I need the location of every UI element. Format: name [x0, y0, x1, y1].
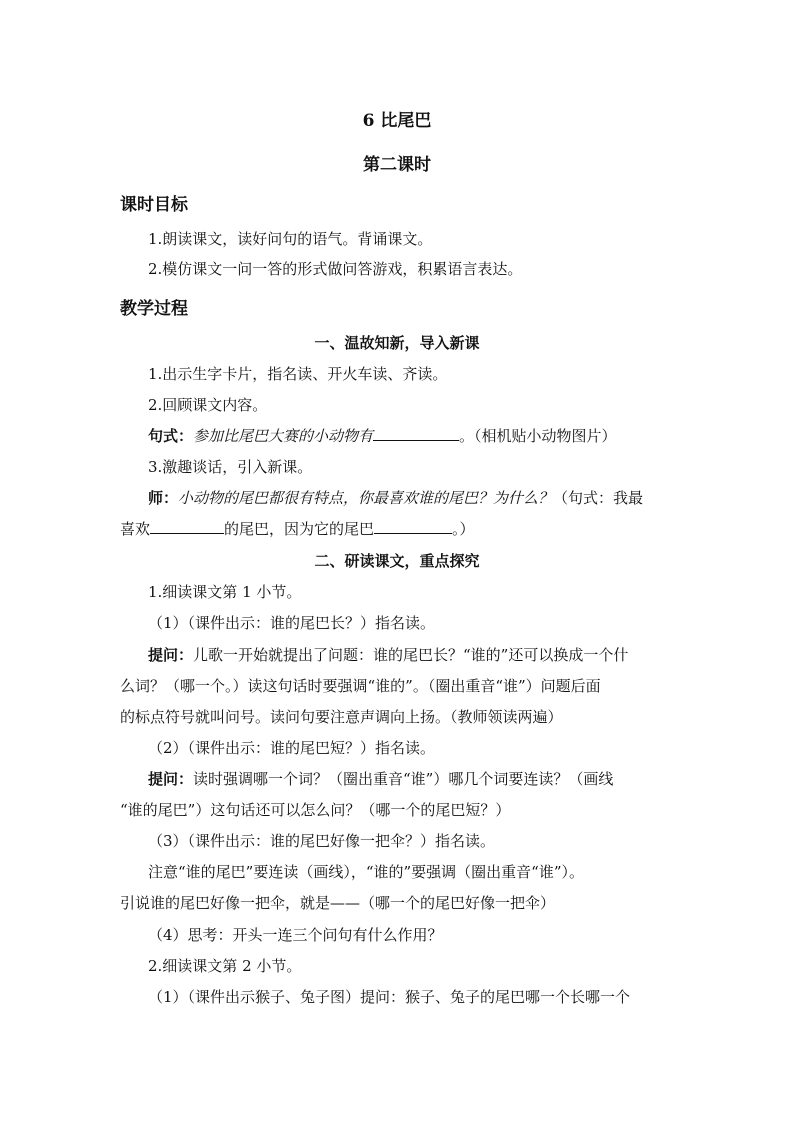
teacher-tail: （句式：我最 [553, 489, 644, 507]
section-2-heading: 二、研读课文，重点探究 [314, 552, 480, 570]
teacher-label: 师： [148, 489, 179, 507]
text-segment: 喜欢 [120, 520, 151, 538]
teacher-line-cont [120, 518, 475, 539]
process-heading: 教学过程 [120, 299, 188, 319]
goals-heading: 课时目标 [120, 195, 188, 215]
step-2-6: 2.细读课文第 2 小节。 [148, 957, 302, 975]
question-1-cont: 么词？（哪一个。）读这句话时要强调“谁的”。（圈出重音“谁”）问题后面 [120, 677, 601, 695]
step-1-2: 2.回顾课文内容。 [148, 396, 268, 414]
question-text: 儿歌一开始就提出了问题：谁的尾巴长？“谁的”还可以换成一个什 [193, 646, 629, 664]
lesson-title: 6 比尾巴 [362, 111, 432, 131]
step-1-3: 3.激趣谈话，引入新课。 [148, 458, 313, 476]
question-text: 读时强调哪一个词？（圈出重音“谁”）哪几个词要连读？（画线 [193, 770, 614, 788]
pattern-tail: 。（相机贴小动物图片） [459, 427, 617, 445]
fill-blank [373, 426, 459, 441]
step-2-3: （2）（课件出示：谁的尾巴短？）指名读。 [148, 739, 436, 757]
question-2-cont: “谁的尾巴”）这句话还可以怎么问？（哪一个的尾巴短？） [120, 801, 511, 819]
note-line: 注意“谁的尾巴”要连读（画线），“谁的”要强调（圈出重音“谁”）。 [148, 863, 585, 881]
step-2-4: （3）（课件出示：谁的尾巴好像一把伞？）指名读。 [148, 832, 496, 850]
step-2-1: 1.细读课文第 1 小节。 [148, 583, 302, 601]
question-1 [148, 644, 628, 665]
pattern-text: 参加比尾巴大赛的小动物有 [193, 427, 374, 445]
step-1-1: 1.出示生字卡片，指名读、开火车读、齐读。 [148, 365, 448, 383]
lesson-subtitle: 第二课时 [363, 155, 431, 175]
fill-blank [150, 519, 224, 534]
question-1-cont-2: 的标点符号就叫问号。读问句要注意声调向上扬。（教师领读两遍） [120, 708, 563, 726]
section-1-heading: 一、温故知新，导入新课 [314, 334, 480, 352]
goal-2: 2.模仿课文一问一答的形式做问答游戏，积累语言表达。 [148, 260, 523, 278]
step-2-5: （4）思考：开头一连三个问句有什么作用？ [148, 926, 443, 944]
step-2-2: （1）（课件出示：谁的尾巴长？）指名读。 [148, 614, 436, 632]
question-2 [148, 768, 613, 789]
note-line-cont: 引说谁的尾巴好像一把伞，就是——（哪一个的尾巴好像一把伞） [120, 894, 556, 912]
question-label: 提问： [148, 646, 194, 664]
goal-1: 1.朗读课文，读好问句的语气。背诵课文。 [148, 230, 433, 248]
sentence-pattern [148, 425, 617, 446]
fill-blank [374, 519, 452, 534]
pattern-label: 句式： [148, 427, 194, 445]
teacher-text: 小动物的尾巴都很有特点，你最喜欢谁的尾巴？为什么？ [178, 489, 554, 507]
text-segment: 。） [452, 520, 475, 538]
text-segment: 的尾巴，因为它的尾巴 [224, 520, 375, 538]
teacher-line [148, 487, 643, 508]
step-2-7: （1）（课件出示猴子、兔子图）提问：猴子、兔子的尾巴哪一个长哪一个 [148, 988, 631, 1006]
question-label: 提问： [148, 770, 194, 788]
